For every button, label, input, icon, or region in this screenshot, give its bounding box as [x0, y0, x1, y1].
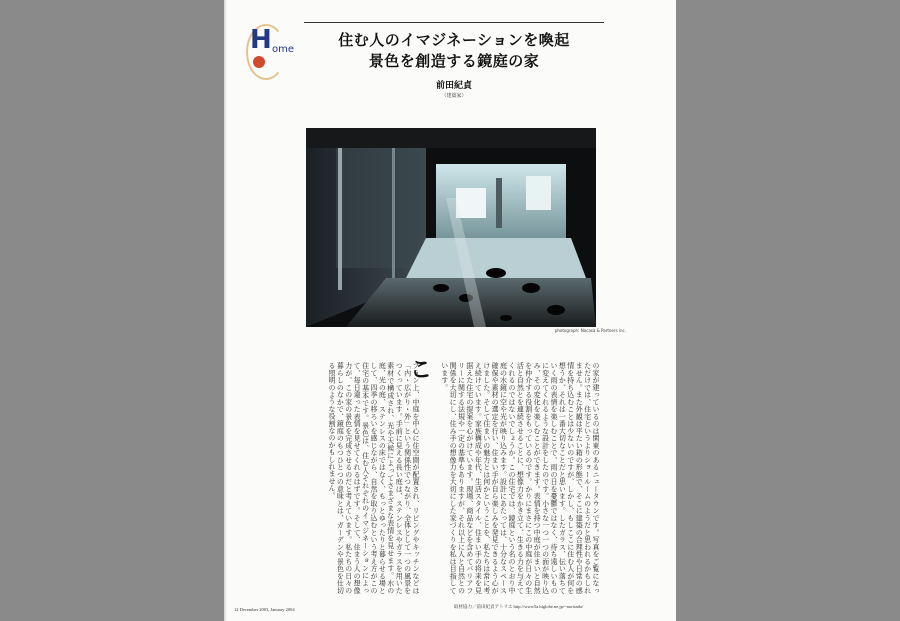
article-title-line-1: 住む人のイマジネーションを喚起: [338, 31, 570, 49]
magazine-page: [224, 0, 676, 621]
courtyard-illustration: [306, 128, 596, 327]
body-text-left-column: プラン上、中庭を中心に住空間が配置され、リビングやキッチンなどは「内・広がり・外」という関係性でつながり、全体として一つの風景をつくっています。手前に見える長い庭は、ステンレスやガラスを用いた素材で構成され、光や天候によってさまざまな表情を見せます。水の庭、光の庭、ステンレスの床ではなく、もっとゆったりと暮らせる場として、四季の移ろいを感じながら、自然を取り込むという考え方がこの住宅の基本です。景色は、住む人それぞれのイマジネーションによって、毎日違った表情を見せてくれるはずです。そして、住まう人の想像力が、この家の景色を完成させるのだと考えています。私たちの日々の暮らしのなかで、鏡庭のもつひとつの意味とは、ガーデンや景色を仕切る照明のような役割なのかもしれません。: [327, 362, 420, 594]
logo-dot: [253, 56, 265, 68]
body-text-right-column: の家が建っているのは閑東のあるニュータウンです。写真をご覧になっただけでは、住宅というよりショールームのようだと思われるかもしれません。また外観は平たい箱の形態で、そこに建築の合理性や日常の感情を持ち込むことは少ないのですが、しかし、もしここに住む人が何を想うか、それは一番大切なことだと思います。したガラス、伝い落ちていく雨の表情を楽しむことで、雨の日を憂鬱ではなく、待ち遠しいものに変えてくれるような設計をしたのです。小さな一つ一つの面が映り込み、その変化を楽しむことができます。表情を持つ中庭が住まいと自然を仲介する役割をもっているのです。かりにまさにこの中庭が日々の生活と自然とを連続させることに、想像力をかき立て、生きる力を与えてくれるのではないでしょうか。この住宅では、鏡庭という名のとおり中庭の水鏡に空や光が映り込みます。設計にあたっては、十分なスペース確保や素材の選定を行い、住まい手が自ら楽しみを発見できるよう心がけました。そして住まいの魅力とは何かということを、私たちは常に考え続けています。家族構成や年代、生活スタイル、住まい手の将来を見据えた住宅の提案を心がけています。現場、商品などを含めてバリアフリーに関する法規や一定の基準もありますが、それ以上に人と自然との関係を大切にし、住み手の想像力を大切にした家づくりを私は目指しています。: [440, 362, 600, 594]
logo-word: ome: [272, 44, 295, 55]
contributor-note: 取材協力／前田紀貞アトリエ http://www5a.biglobe.ne.jp/~norisada/: [454, 604, 584, 609]
author-name: 前田紀貞: [435, 81, 472, 91]
folio: 12 December 2003, January 2004: [234, 607, 295, 612]
title-rule: [304, 22, 604, 23]
logo-letter: H: [250, 25, 272, 55]
article-header: [304, 30, 604, 99]
photo-credit: photograph: Nacasa & Partners inc.: [554, 328, 626, 333]
article-title-line-2: 景色を創造する鏡庭の家: [368, 52, 540, 70]
house-photo: [306, 128, 596, 327]
author-role: （建築家）: [441, 93, 467, 99]
drop-cap: こ: [410, 357, 433, 383]
page-edge: [224, 0, 227, 621]
home-section-logo: [244, 20, 300, 84]
